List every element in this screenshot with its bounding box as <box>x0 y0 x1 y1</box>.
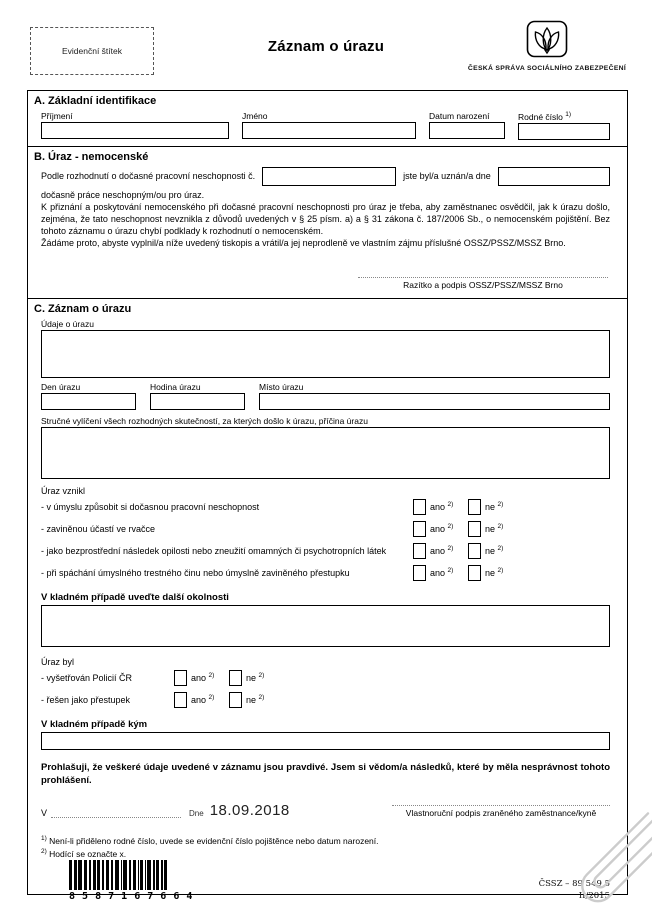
info-paragraph-2: Žádáme proto, abyste vyplnil/a níže uvedený tiskopis a vrátil/a jej neprodleně ve vlastním zájmu příslušné OSSZ/PSSZ/MSSZ Brno. <box>41 238 566 249</box>
firstname-label: Jméno <box>242 111 268 121</box>
section-a-fields <box>41 111 610 140</box>
decision-number-label: Podle rozhodnutí o dočasné pracovní neschopnosti č. <box>41 171 256 182</box>
origin-4-yes-checkbox[interactable] <box>413 565 426 581</box>
form-edition: II/2015 <box>578 890 610 901</box>
decision-number-input[interactable] <box>262 167 396 186</box>
origin-item-label: - zaviněnou účastí ve rvačce <box>41 523 156 534</box>
injury-day-label: Den úrazu <box>41 381 81 392</box>
surname-label: Příjmení <box>41 111 73 121</box>
injury-hour-label: Hodina úrazu <box>150 381 201 392</box>
decision-line2: dočasně práce neschopným/ou pro úraz. <box>41 189 205 200</box>
offense-no-checkbox[interactable] <box>229 692 242 708</box>
footnote-ref-1: 1) <box>565 111 572 118</box>
yes-label: ano $^{2)}$ <box>191 694 215 706</box>
form-body <box>27 90 628 903</box>
injury-day-field <box>41 382 136 410</box>
surname-field <box>41 111 229 140</box>
description-label: Stručné vylíčení všech rozhodných skutečností, za kterých došlo k úrazu, příčina úrazu <box>41 415 368 426</box>
offense-yes-checkbox[interactable] <box>174 692 187 708</box>
origin-item-label: - v úmyslu způsobit si dočasnou pracovní neschopnost <box>41 501 260 512</box>
offense-answers <box>174 692 610 708</box>
firstname-field <box>242 111 416 140</box>
police-yes-checkbox[interactable] <box>174 670 187 686</box>
origin-2-answers <box>413 521 610 537</box>
yes-label: ano $^{2)}$ <box>430 501 454 513</box>
footer-row <box>41 860 610 904</box>
section-a <box>28 91 627 147</box>
origin-1-answers <box>413 499 610 515</box>
section-b-title: B. Úraz - nemocenské <box>34 150 149 163</box>
injury-place-input[interactable] <box>259 393 610 410</box>
org-block <box>458 20 636 72</box>
signature-caption: Vlastnoruční podpis zraněného zaměstnance/kyně <box>405 808 597 819</box>
recognized-date-label: jste byl/a uznán/a dne <box>403 171 491 182</box>
origin-2-no-checkbox[interactable] <box>468 521 481 537</box>
birthdate-field <box>429 111 505 140</box>
footnote-2: $^{2)}$ Hodící se označte x. <box>41 848 127 860</box>
was-item-label: - řešen jako přestupek <box>41 694 131 705</box>
page-title: Záznam o úrazu <box>267 38 385 55</box>
birthnumber-input[interactable] <box>518 123 610 140</box>
signature-area <box>392 804 610 818</box>
no-label: ne $^{2)}$ <box>246 672 265 684</box>
injury-data-textarea[interactable] <box>41 330 610 378</box>
recognized-date-input[interactable] <box>498 167 610 186</box>
birthdate-input[interactable] <box>429 122 505 139</box>
origin-3-answers <box>413 543 610 559</box>
origin-row-2 <box>41 518 610 540</box>
signature-row <box>41 803 610 818</box>
birthnumber-field <box>518 111 610 140</box>
origin-row-3 <box>41 540 610 562</box>
no-label: ne $^{2)}$ <box>485 545 504 557</box>
injury-when-where-row <box>41 382 610 410</box>
info-paragraph-1: K přiznání a poskytování nemocenského při dočasné pracovní neschopnosti pro úraz je třeba, aby zaměstnanec osvědčil, jak k úrazu došlo, zejména, že tato neschopnost nevznikla z důvodů uvedených v § 25 písm. a) a § 31 zákona č. 187/2006 Sb., o nemocenském pojištění. Bez tohoto záznamu o úrazu chybí podklady k rozhodnutí o nemocenském. <box>41 201 610 237</box>
date-prefix: Dne <box>189 809 204 819</box>
description-textarea[interactable] <box>41 427 610 479</box>
origin-row-1 <box>41 496 610 518</box>
was-item-label: - vyšetřován Policií ČR <box>41 672 133 683</box>
police-no-checkbox[interactable] <box>229 670 242 686</box>
no-label: ne $^{2)}$ <box>485 501 504 513</box>
origin-2-yes-checkbox[interactable] <box>413 521 426 537</box>
circumstances-textarea[interactable] <box>41 605 610 647</box>
stamp-signature-line[interactable] <box>358 276 608 278</box>
barcode <box>69 860 193 902</box>
footnote-1: $^{1)}$ Není-li přiděleno rodné číslo, uvede se evidenční číslo pojištěnce nebo datum narození. <box>41 835 379 846</box>
yes-label: ano $^{2)}$ <box>430 545 454 557</box>
section-c <box>28 299 627 911</box>
origin-item-label: - při spáchání úmyslného trestného činu nebo úmyslně zaviněného přestupku <box>41 567 350 578</box>
origin-1-yes-checkbox[interactable] <box>413 499 426 515</box>
injury-place-label: Místo úrazu <box>259 381 304 392</box>
barcode-bars-icon <box>69 860 193 890</box>
injury-hour-field <box>150 382 245 410</box>
decision-line <box>41 167 610 186</box>
birthdate-label: Datum narození <box>429 111 490 121</box>
no-label: ne $^{2)}$ <box>485 567 504 579</box>
declaration-text: Prohlašuji, že veškeré údaje uvedené v záznamu jsou pravdivé. Jsem si vědom/a následků, které by měla nesprávnost tohoto prohlášení. <box>41 761 610 786</box>
origin-3-yes-checkbox[interactable] <box>413 543 426 559</box>
firstname-input[interactable] <box>242 122 416 139</box>
was-row-2 <box>41 689 610 711</box>
injury-data-label: Údaje o úrazu <box>41 318 94 329</box>
yes-label: ano $^{2)}$ <box>191 672 215 684</box>
origin-row-4 <box>41 562 610 584</box>
by-whom-label: V kladném případě kým <box>41 718 148 730</box>
origin-3-no-checkbox[interactable] <box>468 543 481 559</box>
cssz-logo-icon <box>526 20 568 63</box>
origin-item-label: - jako bezprostřední následek opilosti nebo zneužití omamných či psychotropních látek <box>41 545 387 556</box>
footnotes <box>41 834 610 860</box>
origin-4-no-checkbox[interactable] <box>468 565 481 581</box>
section-a-title: A. Základní identifikace <box>34 95 157 107</box>
was-title: Úraz byl <box>41 656 75 667</box>
stamp-area <box>358 276 608 290</box>
signature-line[interactable] <box>392 804 610 806</box>
injury-hour-input[interactable] <box>150 393 245 410</box>
section-c-title: C. Záznam o úrazu <box>34 302 132 315</box>
no-label: ne $^{2)}$ <box>246 694 265 706</box>
origin-title: Úraz vznikl <box>41 485 86 496</box>
form-code: ČSSZ – 89 549 5 <box>538 879 610 890</box>
by-whom-input[interactable] <box>41 732 610 750</box>
place-prefix: V <box>41 808 48 819</box>
barcode-digits: 8 5 8 7 1 6 7 6 6 4 <box>69 891 193 903</box>
section-b <box>28 147 627 299</box>
origin-4-answers <box>413 565 610 581</box>
evidence-label: Evidenční štítek <box>61 46 122 56</box>
stamp-caption: Razítko a podpis OSSZ/PSSZ/MSSZ Brno <box>403 279 563 290</box>
circumstances-label: V kladném případě uveďte další okolnosti <box>41 591 229 603</box>
birthnumber-label: Rodné číslo $^{1)}$ <box>518 111 572 122</box>
org-name: ČESKÁ SPRÁVA SOCIÁLNÍHO ZABEZPEČENÍ <box>467 65 627 72</box>
date-value[interactable]: 18.09.2018 <box>209 802 290 820</box>
police-answers <box>174 670 610 686</box>
origin-1-no-checkbox[interactable] <box>468 499 481 515</box>
injury-place-field <box>259 382 610 410</box>
injury-day-input[interactable] <box>41 393 136 410</box>
surname-input[interactable] <box>41 122 229 139</box>
place-input-line[interactable] <box>51 805 181 818</box>
no-label: ne $^{2)}$ <box>485 523 504 535</box>
was-row-1 <box>41 667 610 689</box>
yes-label: ano $^{2)}$ <box>430 523 454 535</box>
yes-label: ano $^{2)}$ <box>430 567 454 579</box>
